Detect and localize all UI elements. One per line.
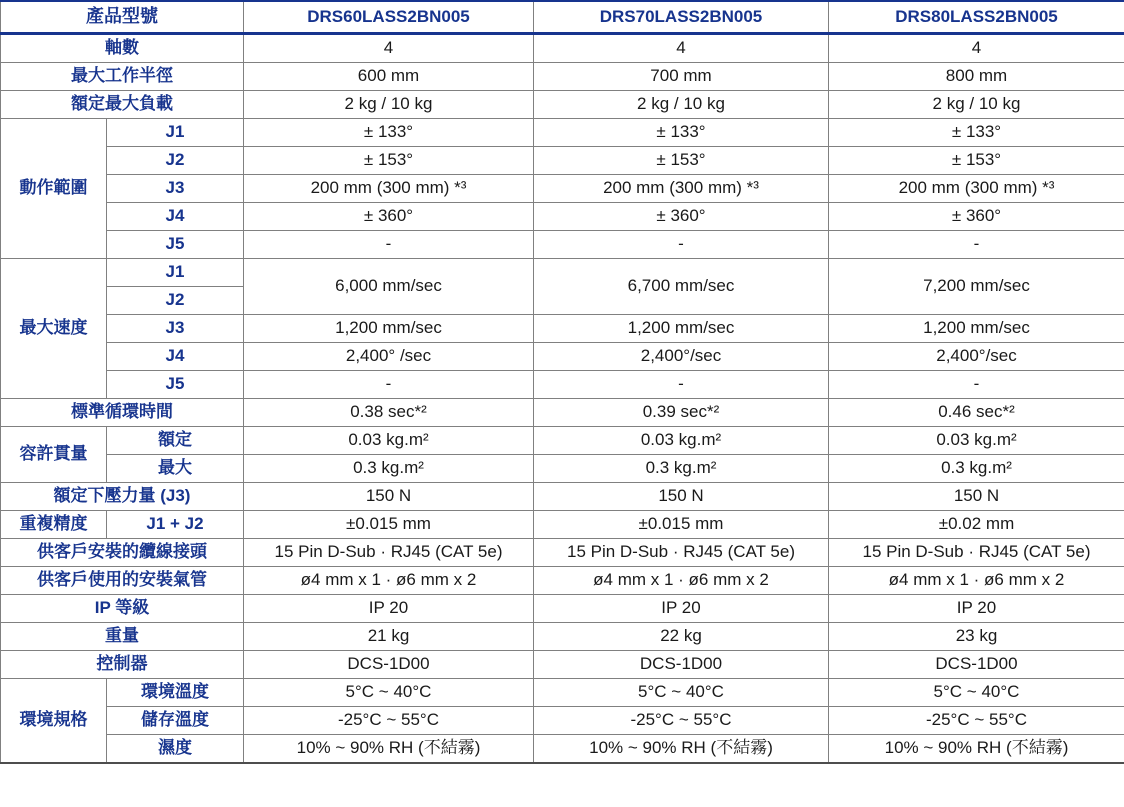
- cell-motion-j1-drs60: ± 133°: [244, 119, 534, 147]
- sub-label-speed-j3: J3: [107, 315, 244, 343]
- cell-speed-j4-drs60: 2,400° /sec: [244, 343, 534, 371]
- cell-motion-j5-drs70: -: [534, 231, 829, 259]
- cell-humidity-drs60: 10% ~ 90% RH (不結霧): [244, 735, 534, 764]
- row-weight: [1, 623, 1124, 651]
- row-controller: [1, 651, 1124, 679]
- row-inertia-rated: [1, 427, 1124, 455]
- row-speed-j4: [1, 343, 1124, 371]
- cell-push-drs80: 150 N: [829, 483, 1124, 511]
- group-label-repeatability: 重複精度: [1, 511, 107, 539]
- group-label-environment: 環境規格: [1, 679, 107, 764]
- cell-speed-j3-drs80: 1,200 mm/sec: [829, 315, 1124, 343]
- cell-storage-drs60: -25°C ~ 55°C: [244, 707, 534, 735]
- cell-cycle-drs80: 0.46 sec*²: [829, 399, 1124, 427]
- cell-speed-j1j2-drs60: 6,000 mm/sec: [244, 259, 534, 315]
- cell-payload-drs60: 2 kg / 10 kg: [244, 91, 534, 119]
- cell-controller-drs80: DCS-1D00: [829, 651, 1124, 679]
- cell-motion-j2-drs60: ± 153°: [244, 147, 534, 175]
- cell-speed-j4-drs80: 2,400°/sec: [829, 343, 1124, 371]
- sub-label-motion-j4: J4: [107, 203, 244, 231]
- cell-motion-j4-drs60: ± 360°: [244, 203, 534, 231]
- cell-controller-drs70: DCS-1D00: [534, 651, 829, 679]
- row-motion-j5: [1, 231, 1124, 259]
- cell-motion-j4-drs70: ± 360°: [534, 203, 829, 231]
- row-label-pneumatic-tubes: 供客戶使用的安裝氣管: [1, 567, 244, 595]
- cell-radius-drs80: 800 mm: [829, 63, 1124, 91]
- row-label-ip-rating: IP 等級: [1, 595, 244, 623]
- cell-motion-j5-drs60: -: [244, 231, 534, 259]
- row-motion-j4: [1, 203, 1124, 231]
- cell-motion-j1-drs70: ± 133°: [534, 119, 829, 147]
- cell-cable-drs60: 15 Pin D-Sub · RJ45 (CAT 5e): [244, 539, 534, 567]
- cell-motion-j2-drs80: ± 153°: [829, 147, 1124, 175]
- cell-repeat-drs60: ±0.015 mm: [244, 511, 534, 539]
- cell-ip-drs60: IP 20: [244, 595, 534, 623]
- sub-label-repeat-j1j2: J1 + J2: [107, 511, 244, 539]
- cell-pneumatic-drs70: ø4 mm x 1 · ø6 mm x 2: [534, 567, 829, 595]
- cell-humidity-drs70: 10% ~ 90% RH (不結霧): [534, 735, 829, 764]
- cell-weight-drs60: 21 kg: [244, 623, 534, 651]
- cell-weight-drs70: 22 kg: [534, 623, 829, 651]
- group-label-max-speed: 最大速度: [1, 259, 107, 399]
- row-label-cycle-time: 標準循環時間: [1, 399, 244, 427]
- cell-cable-drs70: 15 Pin D-Sub · RJ45 (CAT 5e): [534, 539, 829, 567]
- row-max-radius: [1, 63, 1124, 91]
- cell-pneumatic-drs80: ø4 mm x 1 · ø6 mm x 2: [829, 567, 1124, 595]
- cell-payload-drs70: 2 kg / 10 kg: [534, 91, 829, 119]
- cell-humidity-drs80: 10% ~ 90% RH (不結霧): [829, 735, 1124, 764]
- cell-speed-j1j2-drs70: 6,700 mm/sec: [534, 259, 829, 315]
- row-speed-j5: [1, 371, 1124, 399]
- cell-inertia-max-drs70: 0.3 kg.m²: [534, 455, 829, 483]
- cell-ambient-drs60: 5°C ~ 40°C: [244, 679, 534, 707]
- sub-label-motion-j1: J1: [107, 119, 244, 147]
- product-model-header: 產品型號: [1, 1, 244, 34]
- cell-repeat-drs80: ±0.02 mm: [829, 511, 1124, 539]
- cell-inertia-rated-drs70: 0.03 kg.m²: [534, 427, 829, 455]
- cell-controller-drs60: DCS-1D00: [244, 651, 534, 679]
- cell-ambient-drs70: 5°C ~ 40°C: [534, 679, 829, 707]
- cell-ip-drs80: IP 20: [829, 595, 1124, 623]
- cell-storage-drs70: -25°C ~ 55°C: [534, 707, 829, 735]
- sub-label-humidity: 濕度: [107, 735, 244, 764]
- cell-radius-drs60: 600 mm: [244, 63, 534, 91]
- group-label-motion-range: 動作範圍: [1, 119, 107, 259]
- row-repeatability: [1, 511, 1124, 539]
- cell-speed-j1j2-drs80: 7,200 mm/sec: [829, 259, 1124, 315]
- sub-label-inertia-rated: 額定: [107, 427, 244, 455]
- cell-weight-drs80: 23 kg: [829, 623, 1124, 651]
- cell-repeat-drs70: ±0.015 mm: [534, 511, 829, 539]
- row-label-max-radius: 最大工作半徑: [1, 63, 244, 91]
- cell-speed-j3-drs70: 1,200 mm/sec: [534, 315, 829, 343]
- cell-radius-drs70: 700 mm: [534, 63, 829, 91]
- cell-motion-j2-drs70: ± 153°: [534, 147, 829, 175]
- sub-label-motion-j3: J3: [107, 175, 244, 203]
- row-motion-j1: [1, 119, 1124, 147]
- cell-cable-drs80: 15 Pin D-Sub · RJ45 (CAT 5e): [829, 539, 1124, 567]
- row-env-humidity: [1, 735, 1124, 764]
- cell-cycle-drs70: 0.39 sec*²: [534, 399, 829, 427]
- row-speed-j3: [1, 315, 1124, 343]
- row-env-storage: [1, 707, 1124, 735]
- model-name-drs60: DRS60LASS2BN005: [244, 1, 534, 34]
- row-label-weight: 重量: [1, 623, 244, 651]
- cell-motion-j3-drs70: 200 mm (300 mm) *³: [534, 175, 829, 203]
- sub-label-motion-j5: J5: [107, 231, 244, 259]
- sub-label-inertia-max: 最大: [107, 455, 244, 483]
- row-ip-rating: [1, 595, 1124, 623]
- cell-motion-j3-drs60: 200 mm (300 mm) *³: [244, 175, 534, 203]
- sub-label-motion-j2: J2: [107, 147, 244, 175]
- cell-inertia-max-drs80: 0.3 kg.m²: [829, 455, 1124, 483]
- cell-motion-j3-drs80: 200 mm (300 mm) *³: [829, 175, 1124, 203]
- group-label-allowable-inertia: 容許貫量: [1, 427, 107, 483]
- row-motion-j2: [1, 147, 1124, 175]
- row-label-controller: 控制器: [1, 651, 244, 679]
- cell-motion-j5-drs80: -: [829, 231, 1124, 259]
- row-cycle-time: [1, 399, 1124, 427]
- cell-push-drs70: 150 N: [534, 483, 829, 511]
- row-env-ambient: [1, 679, 1124, 707]
- cell-inertia-rated-drs80: 0.03 kg.m²: [829, 427, 1124, 455]
- cell-axes-drs80: 4: [829, 34, 1124, 63]
- cell-motion-j1-drs80: ± 133°: [829, 119, 1124, 147]
- cell-speed-j5-drs70: -: [534, 371, 829, 399]
- cell-pneumatic-drs60: ø4 mm x 1 · ø6 mm x 2: [244, 567, 534, 595]
- sub-label-speed-j5: J5: [107, 371, 244, 399]
- model-name-drs80: DRS80LASS2BN005: [829, 1, 1124, 34]
- sub-label-ambient-temp: 環境溫度: [107, 679, 244, 707]
- row-speed-j1: [1, 259, 1124, 287]
- cell-ambient-drs80: 5°C ~ 40°C: [829, 679, 1124, 707]
- sub-label-speed-j1: J1: [107, 259, 244, 287]
- row-label-cable-connector: 供客戶安裝的纜線接頭: [1, 539, 244, 567]
- cell-ip-drs70: IP 20: [534, 595, 829, 623]
- cell-cycle-drs60: 0.38 sec*²: [244, 399, 534, 427]
- cell-speed-j5-drs80: -: [829, 371, 1124, 399]
- row-label-payload: 額定最大負載: [1, 91, 244, 119]
- cell-speed-j5-drs60: -: [244, 371, 534, 399]
- row-inertia-max: [1, 455, 1124, 483]
- cell-payload-drs80: 2 kg / 10 kg: [829, 91, 1124, 119]
- cell-storage-drs80: -25°C ~ 55°C: [829, 707, 1124, 735]
- cell-motion-j4-drs80: ± 360°: [829, 203, 1124, 231]
- row-pneumatic-tubes: [1, 567, 1124, 595]
- row-motion-j3: [1, 175, 1124, 203]
- sub-label-storage-temp: 儲存溫度: [107, 707, 244, 735]
- row-cable-connector: [1, 539, 1124, 567]
- sub-label-speed-j4: J4: [107, 343, 244, 371]
- sub-label-speed-j2: J2: [107, 287, 244, 315]
- row-payload: [1, 91, 1124, 119]
- cell-push-drs60: 150 N: [244, 483, 534, 511]
- row-label-push-force: 額定下壓力量 (J3): [1, 483, 244, 511]
- cell-speed-j4-drs70: 2,400°/sec: [534, 343, 829, 371]
- cell-speed-j3-drs60: 1,200 mm/sec: [244, 315, 534, 343]
- row-label-axes: 軸數: [1, 34, 244, 63]
- cell-inertia-max-drs60: 0.3 kg.m²: [244, 455, 534, 483]
- model-name-drs70: DRS70LASS2BN005: [534, 1, 829, 34]
- row-axes: [1, 34, 1124, 63]
- cell-axes-drs70: 4: [534, 34, 829, 63]
- cell-axes-drs60: 4: [244, 34, 534, 63]
- row-push-force: [1, 483, 1124, 511]
- table-header-row: [1, 1, 1124, 34]
- cell-inertia-rated-drs60: 0.03 kg.m²: [244, 427, 534, 455]
